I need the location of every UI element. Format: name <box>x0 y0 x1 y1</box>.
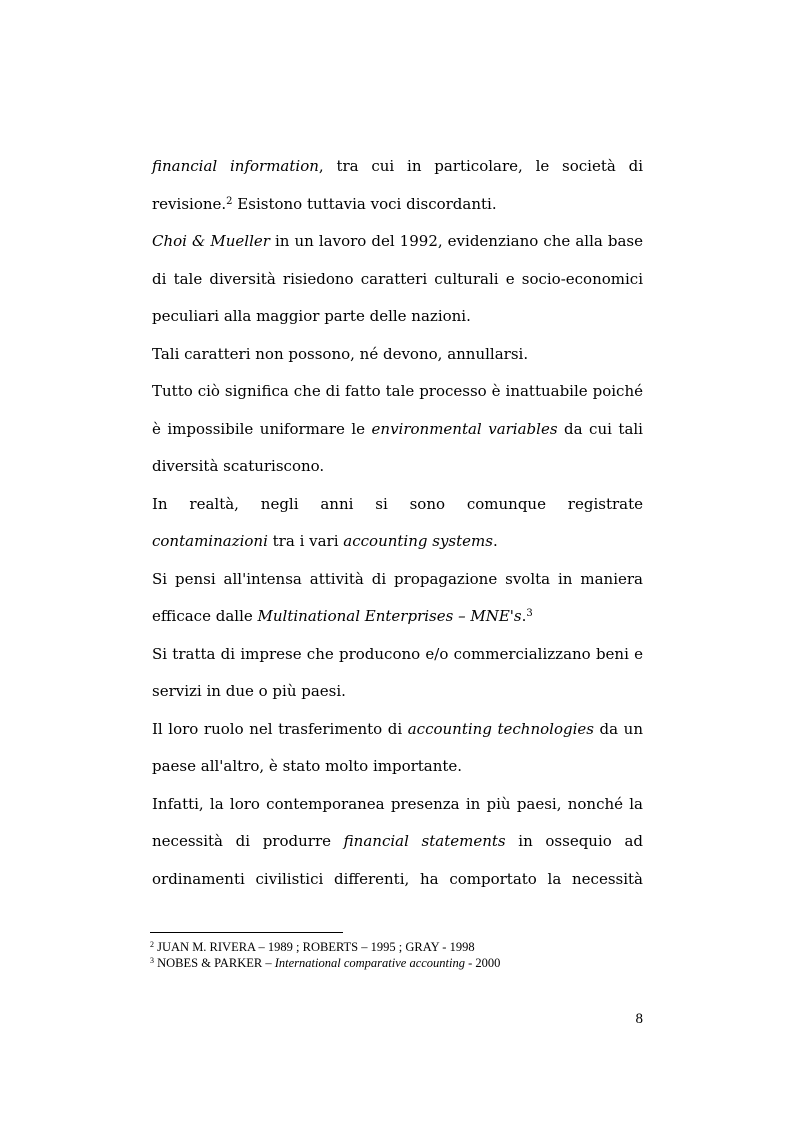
footnote-text: JUAN M. RIVERA – 1989 ; ROBERTS – 1995 ; GRAY - 1998 <box>154 940 475 954</box>
paragraph <box>152 561 643 636</box>
footnotes <box>150 939 650 971</box>
paragraph-text: in ossequio ad ordinamenti civilistici differenti, ha comportato la necessità <box>152 832 644 888</box>
body-text <box>152 148 643 898</box>
footnote-text: NOBES & PARKER – <box>154 956 275 970</box>
paragraph-text: Tali caratteri non possono, né devono, annullarsi. <box>152 344 529 363</box>
italic-term: accounting systems <box>343 532 493 550</box>
italic-term: financial statements <box>343 832 506 850</box>
paragraph-text: , tra cui in particolare, le società di revisione. <box>152 157 643 213</box>
footnote-divider <box>150 932 343 933</box>
paragraph-text: . <box>521 607 527 625</box>
paragraph <box>152 636 643 711</box>
italic-term: environmental variables <box>371 419 558 438</box>
paragraph-text: da cui tali diversità scaturiscono. <box>152 419 643 475</box>
italic-term: accounting technologies <box>407 719 594 738</box>
paragraph <box>152 786 643 899</box>
footnote <box>150 955 650 971</box>
paragraph-text: Esistono tuttavia voci discordanti. <box>232 194 497 213</box>
paragraph <box>152 336 643 374</box>
footnote-number: 2 <box>150 940 154 949</box>
paragraph <box>152 148 643 223</box>
paragraph-text: Si tratta di imprese che producono e/o commercializzano beni e servizi in due o più paesi. <box>152 644 643 700</box>
footnote-reference: 3 <box>526 608 533 619</box>
paragraph-text: in un lavoro del 1992, evidenziano che alla base di tale diversità risiedono caratteri culturali e socio-economici peculiari alla maggior parte delle nazioni. <box>152 232 643 325</box>
paragraph-text: In realtà, negli anni si sono comunque registrate <box>152 494 643 513</box>
paragraph-text: tra i vari <box>267 532 344 550</box>
paragraph-text: Tutto ciò significa che di fatto tale processo è inattuabile poiché è impossibile uniformare le <box>152 382 643 438</box>
paragraph <box>152 711 643 786</box>
italic-term: financial information <box>152 157 319 175</box>
paragraph-text: . <box>492 532 498 550</box>
paragraph-text: da un paese all'altro, è stato molto importante. <box>152 719 643 775</box>
footnote-italic-title: International comparative accounting <box>274 956 465 970</box>
italic-term: Choi & Mueller <box>152 232 270 250</box>
paragraph-text: Il loro ruolo nel trasferimento di <box>152 719 408 738</box>
paragraph <box>152 223 643 336</box>
footnote-text: - 2000 <box>465 956 501 970</box>
paragraph <box>152 486 643 524</box>
paragraph <box>152 523 643 561</box>
paragraph-text: Infatti, la loro contemporanea presenza in più paesi, nonché la necessità di produrre <box>152 794 643 850</box>
italic-term: Multinational Enterprises – MNE's <box>257 607 522 625</box>
footnote-number: 3 <box>150 956 154 965</box>
paragraph <box>152 373 643 486</box>
footnote <box>150 939 650 955</box>
footnote-reference: 2 <box>226 195 233 207</box>
paragraph-text: Si pensi all'intensa attività di propagazione svolta in maniera efficace dalle <box>152 569 643 625</box>
italic-term: contaminazioni <box>152 532 268 550</box>
page-number: 8 <box>635 1011 643 1027</box>
